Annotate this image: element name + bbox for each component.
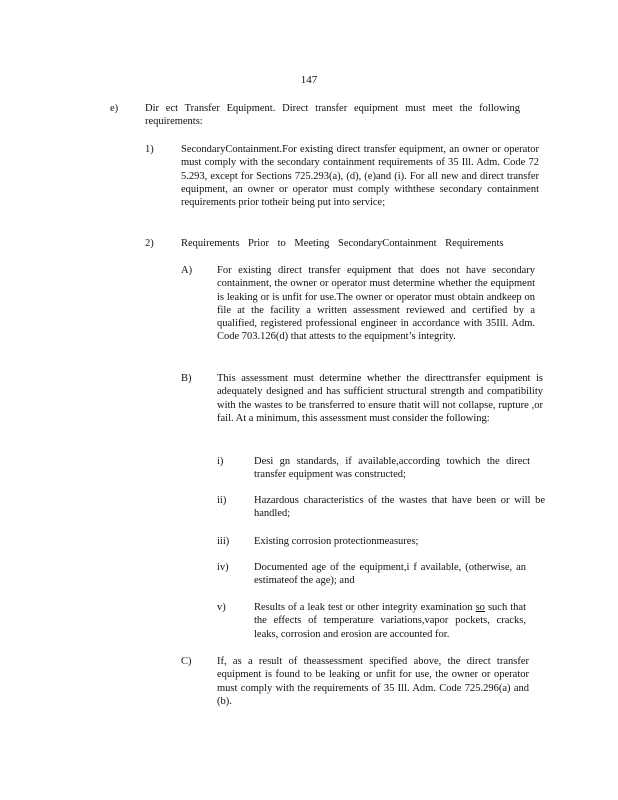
item-v-underlined: so xyxy=(475,602,485,613)
item-i-label: i) xyxy=(217,456,224,467)
item-A-label: A) xyxy=(181,265,193,276)
item-v-text-before: Results of a leak test or other integrity examination xyxy=(254,602,476,613)
item-v-text-after: such that the effects of temperature variations,vapor pockets, cracks, leaks, corrosion and erosion are accounted for. xyxy=(254,602,526,640)
item-2-heading: Requirements Prior to Meeting SecondaryContainment Requirements xyxy=(181,238,504,249)
item-iv-text: Documented age of the equipment,i f available, (otherwise, an estimateof the age); and xyxy=(254,562,526,587)
item-C-text: If, as a result of theassessment specified above, the direct transfer equipment is found to be leaking or unfit for use, the owner or operator must comply with the requirements of 35 Ill. Adm. Code 725.296(a) and (b). xyxy=(217,656,529,707)
item-B-text: This assessment must determine whether the directtransfer equipment is adequately designed and has sufficient structural strength and compatibility with the wastes to be transferred to ensure thatit will not collapse, rupture ,or fail. At a minimum, this assessment must consider the following: xyxy=(217,373,543,424)
item-iii-label: iii) xyxy=(217,536,230,547)
page-number: 147 xyxy=(300,74,318,86)
section-e-label: e) xyxy=(110,103,119,114)
item-1-text: SecondaryContainment.For existing direct transfer equipment, an owner or operator must comply with the secondary containment requirements of 35 Ill. Adm. Code 72 5.293, except for Sections 725.293(a), (d), (e)and (i). For all new and direct transfer equipment, an owner or operator must comply withthese secondary containment requirements prior totheir being put into service; xyxy=(181,144,539,209)
item-v-text xyxy=(254,601,526,641)
item-B-label: B) xyxy=(181,373,192,384)
item-2-label: 2) xyxy=(145,238,154,249)
item-i-text: Desi gn standards, if available,according towhich the direct transfer equipment was constructed; xyxy=(254,456,530,481)
item-1-label: 1) xyxy=(145,144,154,155)
item-iv-label: iv) xyxy=(217,562,229,573)
item-ii-text: Hazardous characteristics of the wastes that have been or will be handled; xyxy=(254,495,545,520)
item-A-text: For existing direct transfer equipment that does not have secondary containment, the owner or operator must determine whether the equipment is leaking or is unfit for use.The owner or operator must obtain andkeep on file at the facility a written assessment reviewed and certified by a qualified, registered professional engineer in accordance with 35Ill. Adm. Code 703.126(d) that attests to the equipment’s integrity. xyxy=(217,265,535,343)
section-e-heading: Dir ect Transfer Equipment. Direct transfer equipment must meet the following requirements: xyxy=(145,103,520,128)
item-ii-label: ii) xyxy=(217,495,227,506)
item-v-label: v) xyxy=(217,602,226,613)
item-C-label: C) xyxy=(181,656,192,667)
item-iii-text: Existing corrosion protectionmeasures; xyxy=(254,536,419,547)
